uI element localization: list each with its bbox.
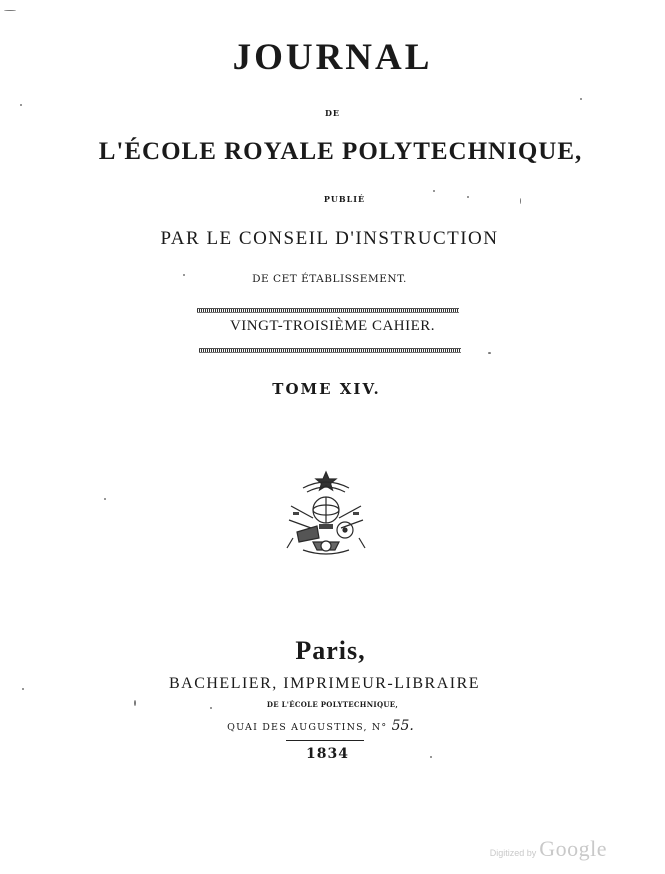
scan-speck — [104, 498, 106, 500]
publisher-name: BACHELIER, IMPRIMEUR-LIBRAIRE — [168, 675, 481, 692]
scan-speck — [430, 756, 432, 758]
address-number: 55. — [391, 718, 414, 734]
scan-speck — [210, 707, 212, 709]
address-line — [0, 718, 653, 734]
scan-speck — [580, 98, 582, 100]
etablissement-line: DE CET ÉTABLISSEMENT. — [252, 273, 407, 285]
de-label: DE — [324, 108, 341, 118]
tome-line: TOME XIV. — [272, 380, 381, 398]
scan-speck — [22, 688, 24, 690]
scan-speck — [520, 198, 521, 204]
scan-speck — [4, 10, 16, 11]
journal-title: JOURNAL — [232, 37, 433, 78]
scan-speck — [20, 104, 22, 106]
top-ornamental-rule — [197, 308, 459, 313]
year-rule — [286, 740, 364, 741]
scan-speck — [467, 196, 469, 198]
polytechnique-emblem-icon — [283, 468, 369, 560]
scan-speck — [433, 190, 435, 192]
cahier-line: VINGT-TROISIÈME CAHIER. — [229, 318, 436, 334]
conseil-line: PAR LE CONSEIL D'INSTRUCTION — [160, 228, 499, 249]
google-watermark — [490, 836, 607, 862]
publisher-subtitle: DE L'ÉCOLE POLYTECHNIQUE, — [266, 700, 399, 709]
scan-speck — [488, 352, 491, 354]
google-logo: Google — [539, 836, 607, 861]
scan-speck — [134, 700, 136, 706]
digitized-by-label: Digitized by — [489, 848, 537, 858]
bottom-ornamental-rule — [199, 348, 461, 353]
publie-label: PUBLIÉ — [323, 194, 366, 204]
scan-speck — [183, 274, 185, 276]
institution-name: L'ÉCOLE ROYALE POLYTECHNIQUE, — [98, 138, 583, 165]
publication-year: 1834 — [306, 746, 349, 762]
city-name: Paris, — [295, 636, 366, 665]
address-text: QUAI DES AUGUSTINS, N° — [227, 722, 388, 733]
